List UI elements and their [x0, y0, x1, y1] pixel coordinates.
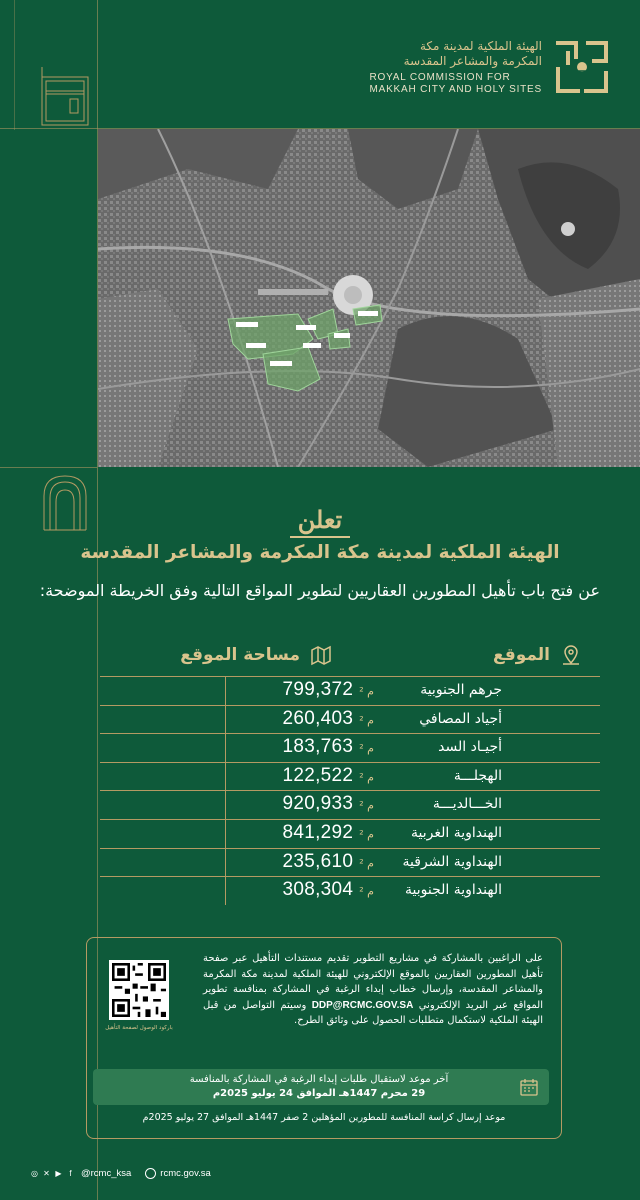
area-value: 260,403: [282, 707, 354, 729]
table-row: [100, 848, 600, 877]
area-unit: م ²: [359, 770, 374, 784]
intro-text: عن فتح باب تأهيل المطورين العقاريين لتطوير المواقع التالية وفق الخريطة الموضحة:: [39, 581, 600, 600]
area-unit: م ²: [359, 713, 374, 727]
map-label: [236, 322, 258, 327]
map-label: [334, 333, 350, 338]
deadline-text: [149, 1073, 489, 1101]
website-label[interactable]: rcmc.gov.sa: [160, 1168, 211, 1180]
email-link[interactable]: DDP@RCMC.GOV.SA: [311, 999, 414, 1011]
area-unit: م ²: [359, 685, 374, 698]
site-name: الهجلـــة: [453, 767, 502, 784]
area-value: 235,610: [282, 850, 354, 872]
site-area: [282, 736, 374, 758]
frame-line: [14, 0, 15, 130]
kaaba-icon: [32, 63, 98, 129]
area-unit: م ²: [359, 799, 374, 813]
area-value: 799,372: [282, 679, 354, 700]
qr-code[interactable]: [109, 960, 169, 1020]
site-map: [98, 129, 640, 467]
sites-table-header: [100, 644, 600, 674]
site-name: أجيـاد السد: [438, 739, 502, 756]
site-area: [282, 708, 374, 730]
site-map-image: [98, 129, 640, 467]
logo-name-en-2: MAKKAH CITY AND HOLY SITES: [369, 83, 542, 95]
site-name: الخـــالديـــة: [432, 796, 502, 813]
table-row: [100, 762, 600, 791]
deadline-banner: [93, 1069, 549, 1105]
area-unit: م ²: [359, 742, 374, 756]
announce-title: تعلن: [297, 505, 343, 534]
deadline-line-2: 29 محرم 1447هـ الموافق 24 يوليو 2025م: [212, 1088, 426, 1099]
site-name: الهنداوية الجنوبية: [405, 882, 502, 899]
table-row: [100, 790, 600, 819]
calendar-icon: [519, 1077, 539, 1097]
authority-name: الهيئة الملكية لمدينة مكة المكرمة والمشاعر المقدسة: [80, 542, 560, 563]
area-value: 122,522: [282, 764, 354, 786]
sites-table: [100, 676, 600, 905]
x-icon[interactable]: ✕: [43, 1169, 50, 1178]
col-area-header: [180, 644, 332, 666]
logo-name-ar-2: المكرمة والمشاعر المقدسة: [403, 53, 542, 68]
area-unit: م ²: [359, 885, 374, 899]
rcmc-calligraphy-logo-icon: [554, 39, 610, 95]
globe-icon: [145, 1168, 156, 1179]
table-row: [100, 705, 600, 734]
announce-heading: [0, 505, 640, 538]
footer: [30, 1168, 211, 1179]
map-label: [303, 343, 321, 348]
table-row: [100, 676, 600, 705]
area-value: 183,763: [282, 736, 354, 758]
area-value: 841,292: [282, 821, 354, 843]
site-area: [282, 851, 374, 873]
info-text: [203, 951, 543, 1029]
site-area: [282, 822, 374, 844]
col-site-label: الموقع: [492, 645, 550, 665]
map-label: [296, 325, 316, 330]
site-name: أجياد المصافي: [419, 710, 502, 727]
social-handle[interactable]: @rcmc_ksa: [81, 1168, 132, 1179]
table-row: [100, 876, 600, 905]
table-row: [100, 819, 600, 848]
map-label: [246, 343, 266, 348]
rcmc-logo: [369, 38, 610, 96]
website[interactable]: [145, 1168, 211, 1179]
booklet-send-date: موعد إرسال كراسة المنافسة للمطورين المؤهلين 2 صفر 1447هـ الموافق 27 يوليو 2025م: [142, 1112, 506, 1123]
map-label: [270, 361, 292, 366]
site-area: [282, 765, 374, 787]
qr-caption: باركود الوصول لصفحة التأهيل: [105, 1025, 173, 1031]
area-unit: م ²: [359, 827, 374, 841]
area-value: 920,933: [282, 793, 354, 815]
site-area: [282, 679, 374, 701]
site-name: الهنداوية الغربية: [411, 824, 502, 841]
col-area-label: مساحة الموقع: [180, 645, 300, 665]
facebook-icon[interactable]: f: [69, 1169, 72, 1178]
map-label: [358, 311, 378, 316]
info-box: [86, 937, 562, 1139]
area-value: 308,304: [282, 879, 354, 901]
table-divider: [225, 676, 226, 905]
info-text-main: على الراغبين بالمشاركة في مشاريع التطوير تقديم مستندات التأهيل عبر صفحة تأهيل المطورين العقاريين بالموقع الإلكتروني للهيئة الملكية لمدينة مكة المكرمة والمشاعر المقدسة، وإرسال خطاب إبداء الرغبة في المشاركة بمنافسة تطوير المواقع عبر البريد الإلكتروني: [203, 953, 543, 1011]
site-area: [282, 793, 374, 815]
info-text-tail: وسيتم التواصل من قبل الهيئة الملكية لاستكمال متطلبات الحصول على وثائق الطرح.: [203, 999, 543, 1027]
announce-underline: [290, 536, 350, 538]
logo-name-en-1: ROYAL COMMISSION FOR: [369, 71, 511, 83]
deadline-line-1: آخر موعد لاستقبال طلبات إبداء الرغبة في المشاركة بالمنافسة: [189, 1074, 449, 1085]
area-map-icon: [310, 644, 332, 666]
social-links: [30, 1168, 131, 1179]
col-site-header: [493, 644, 582, 666]
qr-code-icon: [112, 963, 166, 1017]
site-name: الهنداوية الشرقية: [402, 853, 502, 870]
logo-name-ar-1: الهيئة الملكية لمدينة مكة: [420, 38, 542, 53]
instagram-icon[interactable]: ◎: [31, 1169, 38, 1178]
site-area: [282, 879, 374, 901]
table-row: [100, 733, 600, 762]
area-unit: م ²: [359, 856, 374, 870]
location-pin-icon: [560, 644, 582, 666]
site-name: جرهم الجنوبية: [420, 682, 502, 698]
youtube-icon[interactable]: ▶: [55, 1169, 62, 1178]
